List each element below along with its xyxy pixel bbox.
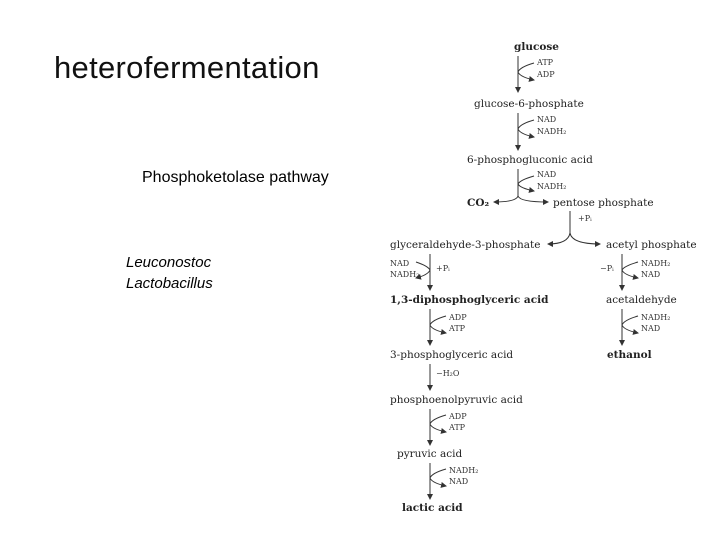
side-arrow-adp-atp-1: [430, 316, 446, 333]
side-arrow-nad-nadh2-1: [518, 120, 534, 137]
side-arrow-nadh2-nad-2: [622, 262, 638, 278]
node-6-phosphogluconic-acid: 6-phosphogluconic acid: [467, 154, 593, 166]
cofactor-nadh2-6: NADH₂: [641, 313, 671, 322]
cofactor-atp-2: ATP: [449, 324, 466, 333]
cofactor-atp-3: ATP: [449, 423, 466, 432]
arrow-to-pentose: [518, 196, 548, 202]
node-lactic-acid: lactic acid: [402, 502, 463, 514]
side-arrow-nadh2-nad-1: [430, 469, 446, 486]
cofactor-water: −H₂O: [436, 369, 460, 378]
node-pyruvic-acid: pyruvic acid: [397, 448, 463, 460]
node-co2: CO₂: [467, 197, 490, 209]
side-arrow-adp-atp-2: [430, 415, 446, 432]
node-acetyl-phosphate: acetyl phosphate: [606, 239, 697, 251]
cofactor-nadh2-1: NADH₂: [537, 127, 567, 136]
cofactor-nadh2-5: NADH₂: [641, 259, 671, 268]
node-pentose-phosphate: pentose phosphate: [553, 197, 654, 209]
cofactor-nad-4: NAD: [449, 477, 469, 486]
arrow-to-acetylp: [570, 233, 600, 244]
cofactor-nadh2-2: NADH₂: [537, 182, 567, 191]
node-ethanol: ethanol: [607, 349, 652, 361]
cofactor-nadh2-3: NADH₂: [390, 270, 420, 279]
arrow-to-g3p: [548, 233, 570, 244]
node-acetaldehyde: acetaldehyde: [606, 294, 677, 306]
cofactor-nad-2: NAD: [537, 170, 557, 179]
cofactor-nad-1: NAD: [537, 115, 557, 124]
slide-subtitle: Phosphoketolase pathway: [142, 169, 329, 186]
cofactor-adp-2: ADP: [449, 313, 467, 322]
cofactor-adp-3: ADP: [449, 412, 467, 421]
node-phosphoenolpyruvic-acid: phosphoenolpyruvic acid: [390, 394, 523, 406]
node-3-phosphoglyceric-acid: 3-phosphoglyceric acid: [390, 349, 514, 361]
node-glucose-6-phosphate: glucose-6-phosphate: [474, 98, 584, 110]
cofactor-pi-plus-1: +Pᵢ: [578, 214, 592, 223]
side-arrow-nad-nadh2-2: [518, 176, 534, 191]
node-glucose: glucose: [514, 41, 559, 53]
node-1-3-diphosphoglyceric-acid: 1,3-diphosphoglyceric acid: [390, 294, 549, 306]
cofactor-pi-minus: −Pᵢ: [600, 264, 614, 273]
node-glyceraldehyde-3-phosphate: glyceraldehyde-3-phosphate: [390, 239, 541, 251]
organism-lactobacillus: Lactobacillus: [126, 275, 213, 292]
cofactor-nadh2-4: NADH₂: [449, 466, 479, 475]
cofactor-nad-3: NAD: [390, 259, 410, 268]
arrow-to-co2: [494, 196, 518, 202]
cofactor-nad-5: NAD: [641, 270, 661, 279]
cofactor-pi-plus-2: +Pᵢ: [436, 264, 450, 273]
slide-title: heterofermentation: [54, 50, 320, 85]
cofactor-nad-6: NAD: [641, 324, 661, 333]
cofactor-atp-1: ATP: [537, 58, 554, 67]
side-arrow-atp-adp: [518, 63, 534, 80]
cofactor-adp-1: ADP: [537, 70, 555, 79]
organism-leuconostoc: Leuconostoc: [126, 254, 212, 271]
side-arrow-nadh2-nad-3: [622, 316, 638, 333]
